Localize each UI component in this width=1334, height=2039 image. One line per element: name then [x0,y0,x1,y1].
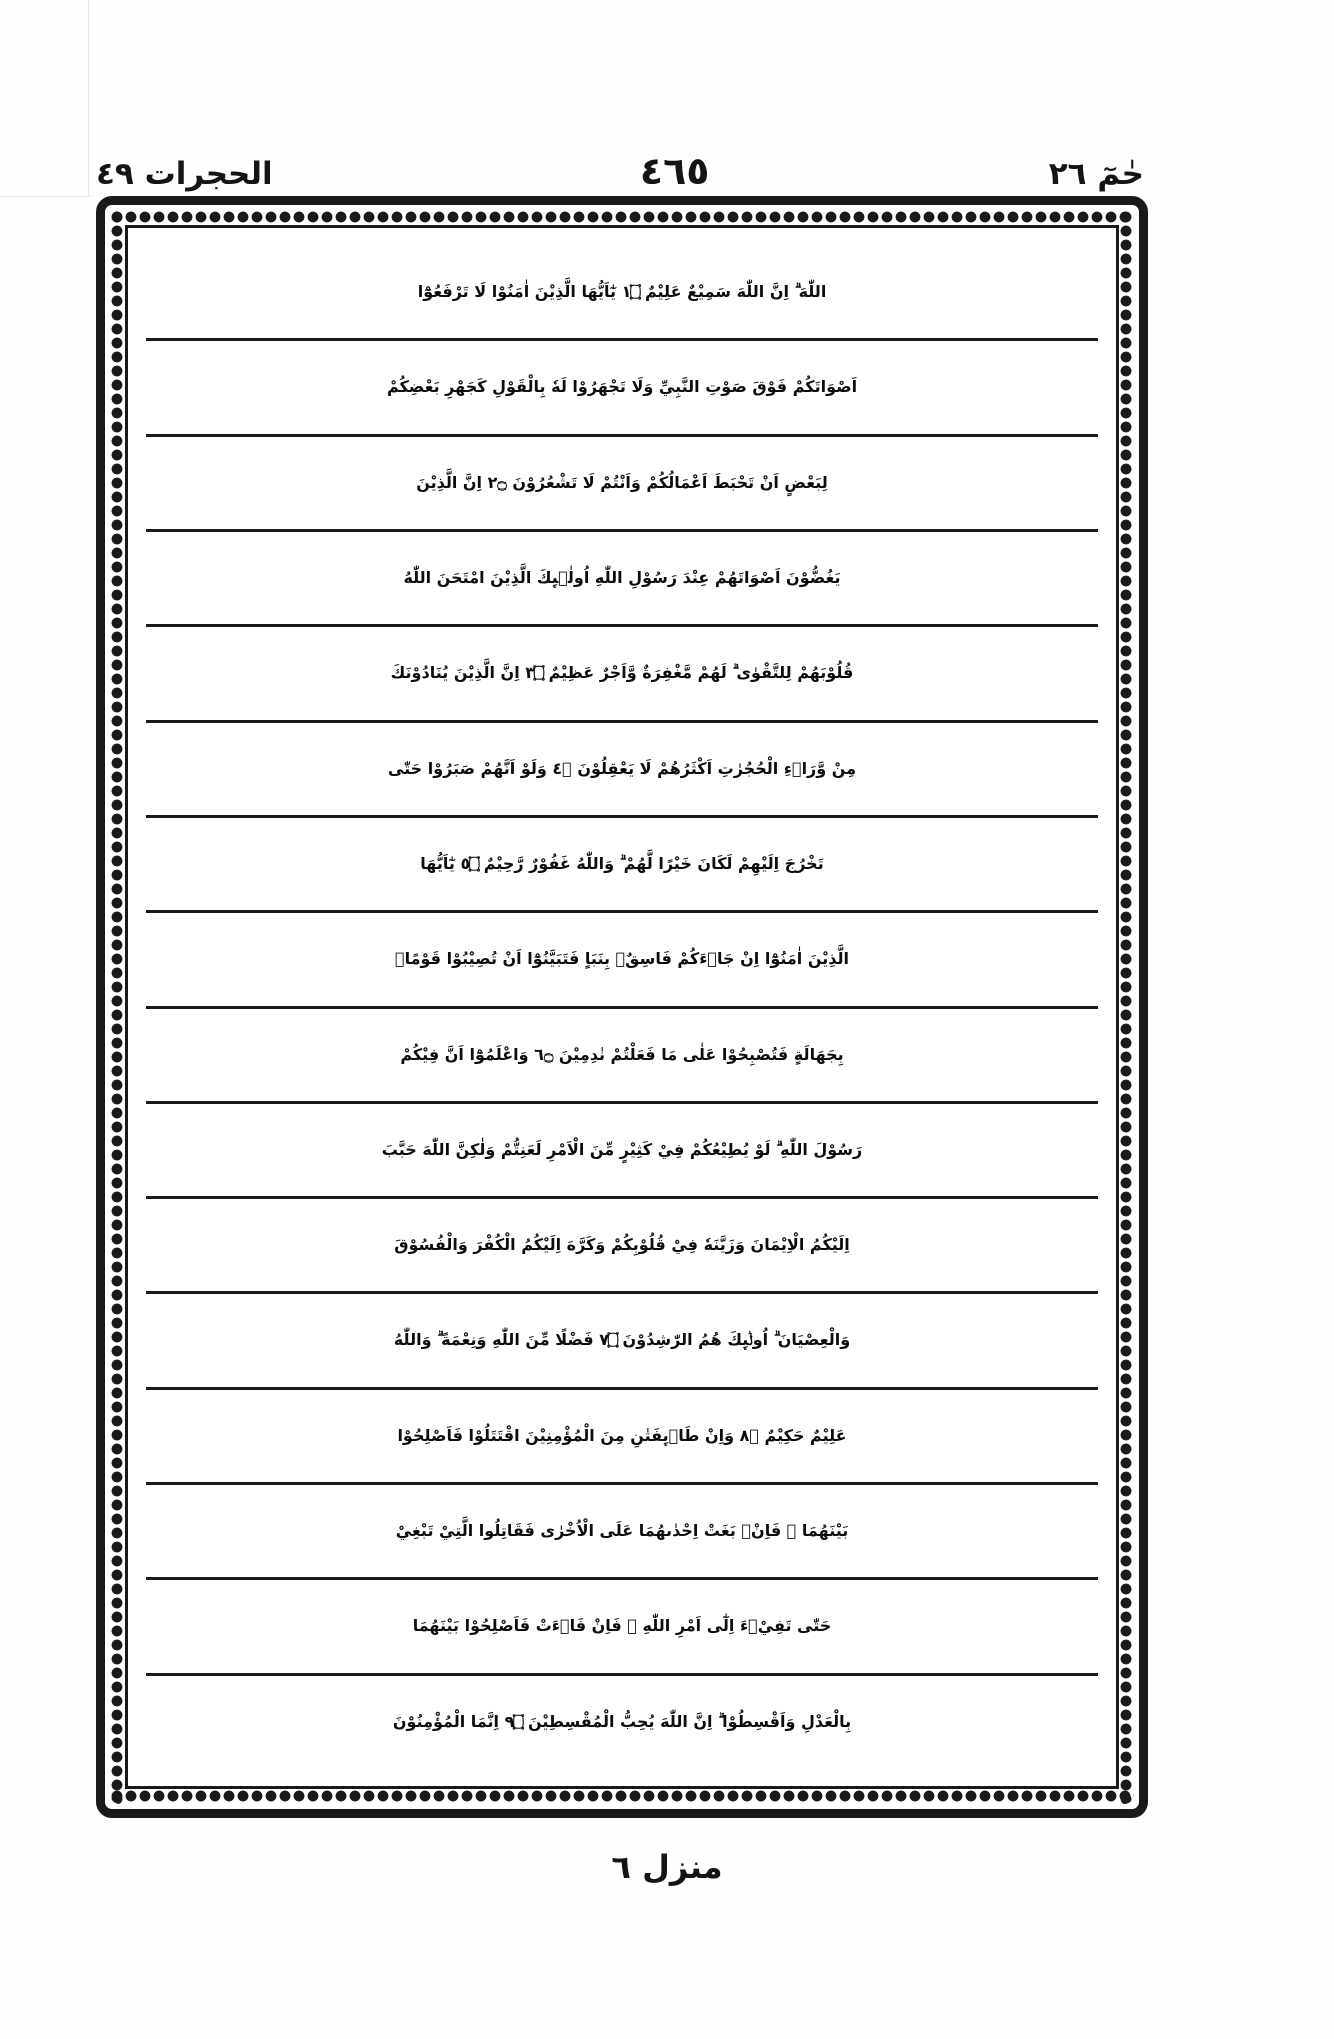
quran-line [146,1294,1098,1389]
scan-guide-vertical [88,0,89,196]
quran-line [146,246,1098,341]
quran-line [146,1580,1098,1675]
text-frame [96,196,1148,1818]
quran-line [146,1390,1098,1485]
quran-line [146,1199,1098,1294]
quran-line [146,437,1098,532]
quran-line [146,1104,1098,1199]
bead-border-top-icon [110,210,1134,225]
quran-line [146,341,1098,436]
bead-border-bottom-icon [110,1789,1134,1804]
quran-line [146,913,1098,1008]
quran-line-text: مِنْ وَّرَاۤءِ الْحُجُرٰتِ اَكْثَرُهُمْ لَا يَعْقِلُوْنَ ۝٤ وَلَوْ اَنَّهُمْ صَبَرُوْا حَتّٰى [387,758,857,778]
quran-line-text: تَخْرُجَ اِلَيْهِمْ لَكَانَ خَيْرًا لَّهُمْ ۗ وَاللّٰهُ غَفُوْرٌ رَّحِيْمٌ ۝٥ يٰٓاَيُّهَا [420,853,824,873]
quran-line-text: يَغُضُّوْنَ اَصْوَاتَهُمْ عِنْدَ رَسُوْلِ اللّٰهِ اُولٰۤىِٕكَ الَّذِيْنَ امْتَحَنَ اللّٰهُ [403,567,841,587]
quran-line-text: لِبَعْضٍ اَنْ تَحْبَطَ اَعْمَالُكُمْ وَاَنْتُمْ لَا تَشْعُرُوْنَ ۝٢ اِنَّ الَّذِيْنَ [416,472,828,492]
quran-line-text: رَسُوْلَ اللّٰهِ ۗ لَوْ يُطِيْعُكُمْ فِيْ كَثِيْرٍ مِّنَ الْاَمْرِ لَعَنِتُّمْ وَلٰكِنَّ اللّٰهَ حَبَّبَ [381,1139,863,1159]
frame-inner-rule [125,225,1119,1789]
quran-line-text: اِلَيْكُمُ الْاِيْمَانَ وَزَيَّنَهٗ فِيْ قُلُوْبِكُمْ وَكَرَّهَ اِلَيْكُمُ الْكُفْرَ وَالْفُسُوْقَ [394,1235,850,1255]
bead-border-left-icon [110,210,125,1804]
quran-line-text: بِالْعَدْلِ وَاَقْسِطُوْا ۗ اِنَّ اللّٰهَ يُحِبُّ الْمُقْسِطِيْنَ ۝٩ اِنَّمَا الْمُؤْمِنُوْنَ [392,1711,852,1731]
page-footer [0,1848,1334,1886]
quran-text-block [146,246,1098,1768]
frame-bead-layer [110,210,1134,1804]
scan-guide-horizontal [0,196,92,197]
surah-label: الحجرات ٤٩ [96,156,273,192]
quran-line-text: الَّذِيْنَ اٰمَنُوْٓا اِنْ جَاۤءَكُمْ فَاسِقٌۢ بِنَبَاٍ فَتَبَيَّنُوْٓا اَنْ تُصِيْبُوْا قَوْمًاۢ [395,949,849,969]
juz-label: حٰمٓ ٢٦ [1048,156,1144,192]
page-number: ٤٦٥ [639,149,710,193]
quran-line-text: اَصْوَاتَكُمْ فَوْقَ صَوْتِ النَّبِيِّ وَلَا تَجْهَرُوْا لَهٗ بِالْقَوْلِ كَجَهْرِ بَعْضِكُمْ [386,377,858,397]
quran-line-text: قُلُوْبَهُمْ لِلتَّقْوٰى ۗ لَهُمْ مَّغْفِرَةٌ وَّاَجْرٌ عَظِيْمٌ ۝٣ اِنَّ الَّذِيْنَ يُنَادُوْنَكَ [390,663,854,683]
quran-line [146,1676,1098,1768]
bead-border-right-icon [1119,210,1134,1804]
quran-line [146,723,1098,818]
quran-line [146,1009,1098,1104]
quran-line-text: حَتّٰى تَفِيْۤءَ اِلٰٓى اَمْرِ اللّٰهِ ۚ فَاِنْ فَاۤءَتْ فَاَصْلِحُوْا بَيْنَهُمَا [412,1616,832,1636]
quran-line [146,1485,1098,1580]
quran-line [146,818,1098,913]
quran-line-text: عَلِيْمٌ حَكِيْمٌ ۝٨ وَاِنْ طَاۤىِٕفَتٰنِ مِنَ الْمُؤْمِنِيْنَ اقْتَتَلُوْا فَاَصْلِحُوْا [397,1425,847,1445]
quran-line [146,532,1098,627]
quran-line-text: اللّٰهَ ۗ اِنَّ اللّٰهَ سَمِيْعٌ عَلِيْمٌ ۝١ يٰٓاَيُّهَا الَّذِيْنَ اٰمَنُوْا لَا تَرْفَعُوْٓا [417,282,827,301]
manzil-label: منزل ٦ [611,1848,723,1886]
quran-line [146,627,1098,722]
quran-line-text: بِجَهَالَةٍ فَتُصْبِحُوْا عَلٰى مَا فَعَلْتُمْ نٰدِمِيْنَ ۝٦ وَاعْلَمُوْٓا اَنَّ فِيْكُمْ [400,1044,844,1064]
page-header [96,120,1144,193]
quran-line-text: بَيْنَهُمَا ۚ فَاِنْۢ بَغَتْ اِحْدٰىهُمَا عَلَى الْاُخْرٰى فَقَاتِلُوا الَّتِيْ تَبْغِيْ [395,1521,849,1541]
quran-line-text: وَالْعِصْيَانَ ۗ اُولٰۤىِٕكَ هُمُ الرّٰشِدُوْنَ ۝٧ فَضْلًا مِّنَ اللّٰهِ وَنِعْمَةً ۗ وَاللّٰهُ [393,1330,851,1350]
